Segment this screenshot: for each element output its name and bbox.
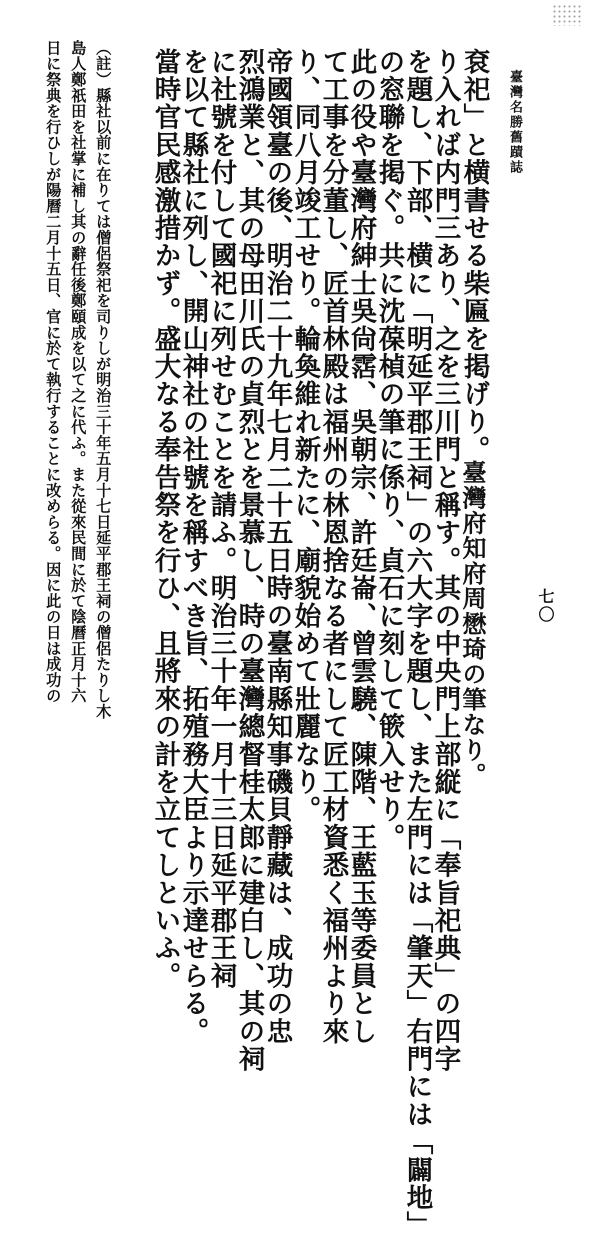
text-column: 烈鴻業と、其の母田川氏の貞烈とを景慕し、時の臺灣總督桂太郎に建白し、其の祠	[233, 48, 265, 1073]
text-column: 此の役や臺灣府紳士吳尙霑、吳朝宗、許廷崙、曾雲驍、陳階、王藍玉等委員とし	[345, 48, 377, 1046]
text-column: り、同八月竣工せり。輪奐維れ新たに、廟貌始めて壯麗なり。	[289, 48, 321, 824]
note-column: 日に祭典を行ひしが陽曆二月十五日、官に於て執行することに改めらる。因に此の日は成功の	[44, 40, 63, 704]
text-column: 袞祀」と横書せる柴匾を掲げり。	[458, 48, 490, 464]
page-number: 七〇	[536, 588, 555, 624]
text-column: り入れば内門三あり、之を三川門と稱す。其の中央門上部縦に「奉旨祀典」の四字	[429, 48, 461, 1073]
note-column: （註）縣社以前に在りては僧侶祭祀を司りしが明治三十年五月十七日延平郡王祠の僧侶たりし木	[94, 40, 113, 720]
text-column: 當時官民感激措かず。盛大なる奉告祭を行ひ、且將來の計を立てしといふ。	[149, 48, 181, 990]
text-column: て工事を分董し、匠首林殿は福州の林恩捨なる者にして匠工材資悉く福州より來	[317, 48, 349, 1046]
ink-speckle	[552, 4, 582, 26]
text-column: を以て縣社に列し、開山神社の社號を稱すべき旨、拓殖務大臣より示達せらる。	[177, 48, 209, 1046]
text-column: に社號を付して國祀に列せむことを請ふ。明治三十年一月十三日延平郡王祠	[205, 48, 237, 990]
text-column: の窓聯を掲ぐ。共に沈葆楨の筆に係り、貞石に刻して篏入せり。	[373, 48, 405, 852]
text-column: を題し、下部、横に「明延平郡王祠」の六大字を題し、また左門には「肇天」右門には「闢地」	[401, 48, 433, 1239]
text-column: 帝國領臺の後、明治二十九年七月二十五日時の臺南縣知事磯貝靜藏は、成功の忠	[261, 48, 293, 1046]
note-column: 島人鄭祇田を社掌に補し其の辭任後鄭頤成を以て之に代ふ。また從來民間に於て陰曆正月十六	[69, 40, 88, 704]
text-column-tail: 臺灣府知府周懋琦の筆なり。	[458, 460, 487, 788]
running-title: 臺灣名勝舊蹟誌	[507, 70, 522, 175]
